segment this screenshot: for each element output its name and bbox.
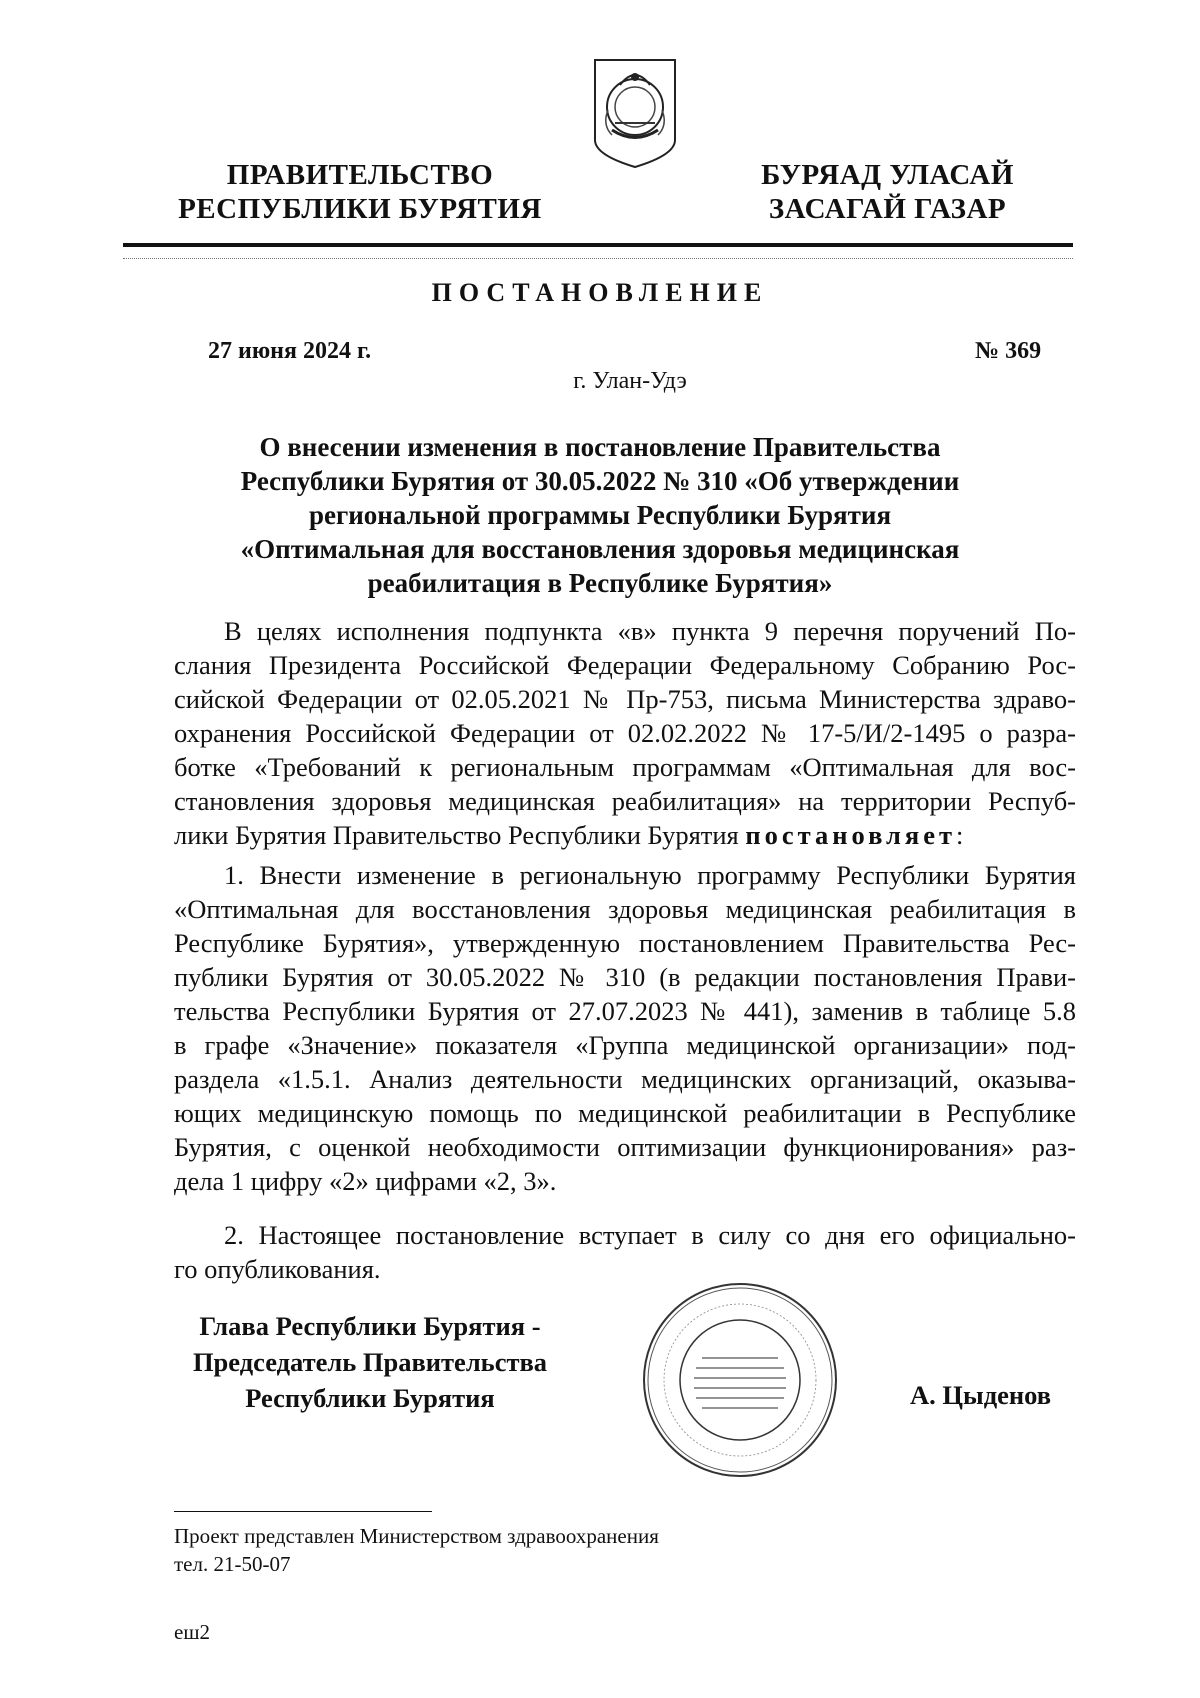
title-line: региональной программы Республики Бурятия xyxy=(308,500,892,530)
preamble-paragraph xyxy=(174,614,1076,852)
title-line: О внесении изменения в постановление Правительства xyxy=(259,432,941,462)
title-line: реабилитация в Республике Бурятия» xyxy=(367,568,833,598)
government-name-russian xyxy=(170,158,550,226)
document-code: еш2 xyxy=(174,1620,210,1644)
preamble-colon: : xyxy=(956,820,964,850)
header-divider-thick xyxy=(123,243,1073,247)
title-line: «Оптимальная для восстановления здоровья медицинская xyxy=(240,534,960,564)
paragraph-line: сийской Федерации от 02.05.2021 № Пр-753, письма Министерства здраво- xyxy=(174,684,1076,714)
paragraph-line: раздела «1.5.1. Анализ деятельности медицинских организаций, оказыва- xyxy=(174,1064,1076,1094)
footer-note xyxy=(174,1522,659,1578)
paragraph-line: слания Президента Российской Федерации Федеральному Собранию Рос- xyxy=(174,650,1076,680)
official-seal-stamp-icon xyxy=(640,1280,840,1480)
republic-coat-of-arms-icon xyxy=(590,55,680,170)
paragraph-line xyxy=(174,818,1076,852)
document-date: 27 июня 2024 г. xyxy=(208,338,372,364)
paragraph-line: тельства Республики Бурятия от 27.07.2023 № 441), заменив в таблице 5.8 xyxy=(174,996,1076,1026)
footer-divider xyxy=(174,1511,432,1512)
paragraph-line: 1. Внести изменение в региональную программу Республики Бурятия xyxy=(224,860,1076,890)
paragraph-line: ющих медицинскую помощь по медицинской реабилитации в Республике xyxy=(174,1098,1076,1128)
paragraph-line: 2. Настоящее постановление вступает в силу со дня его официально- xyxy=(224,1220,1076,1250)
signatory-title-line: Республики Бурятия xyxy=(245,1383,495,1413)
resolves-keyword: постановляет xyxy=(745,820,957,850)
title-line: Республики Бурятия от 30.05.2022 № 310 «Об утверждении xyxy=(240,466,960,496)
document-city: г. Улан-Удэ xyxy=(573,368,687,394)
header-left-line2: РЕСПУБЛИКИ БУРЯТИЯ xyxy=(178,193,542,225)
paragraph-line: дела 1 цифру «2» цифрами «2, 3». xyxy=(174,1166,557,1196)
paragraph-line: охранения Российской Федерации от 02.02.2022 № 17-5/И/2-1495 о разра- xyxy=(174,718,1076,748)
header-divider-thin xyxy=(123,258,1073,259)
document-title xyxy=(175,430,1025,600)
paragraph-line: ботке «Требований к региональным программам «Оптимальная для вос- xyxy=(174,752,1076,782)
clause-1-paragraph xyxy=(174,858,1076,1198)
paragraph-line: публики Бурятия от 30.05.2022 № 310 (в редакции постановления Прави- xyxy=(174,962,1076,992)
paragraph-line: Республике Бурятия», утвержденную постановлением Правительства Рес- xyxy=(174,928,1076,958)
preamble-last-text: лики Бурятия Правительство Республики Бурятия xyxy=(174,820,746,850)
header-right-line2: ЗАСАГАЙ ГАЗАР xyxy=(768,193,1007,225)
clause-2-paragraph xyxy=(174,1218,1076,1286)
paragraph-line: становления здоровья медицинская реабилитация» на территории Респуб- xyxy=(174,786,1076,816)
paragraph-line: в графе «Значение» показателя «Группа медицинской организации» под- xyxy=(174,1030,1076,1060)
signatory-name: А. Цыденов xyxy=(910,1380,1052,1410)
signatory-title-line: Глава Республики Бурятия - xyxy=(199,1311,541,1341)
paragraph-line: го опубликования. xyxy=(174,1254,381,1284)
footer-line1: Проект представлен Министерством здравоохранения xyxy=(174,1524,659,1548)
document-number: № 369 xyxy=(975,338,1042,364)
header-right-line1: БУРЯАД УЛАСАЙ xyxy=(761,159,1014,191)
government-name-buryat xyxy=(745,158,1030,226)
signatory-title-line: Председатель Правительства xyxy=(192,1347,548,1377)
paragraph-line: «Оптимальная для восстановления здоровья медицинская реабилитация в xyxy=(174,894,1076,924)
paragraph-line: Бурятия, с оценкой необходимости оптимизации функционирования» раз- xyxy=(174,1132,1076,1162)
signatory-title xyxy=(170,1308,570,1416)
footer-line2: тел. 21-50-07 xyxy=(174,1552,291,1576)
document-type: ПОСТАНОВЛЕНИЕ xyxy=(431,278,769,307)
paragraph-line: В целях исполнения подпункта «в» пункта 9 перечня поручений По- xyxy=(224,616,1076,646)
header-left-line1: ПРАВИТЕЛЬСТВО xyxy=(226,159,494,191)
